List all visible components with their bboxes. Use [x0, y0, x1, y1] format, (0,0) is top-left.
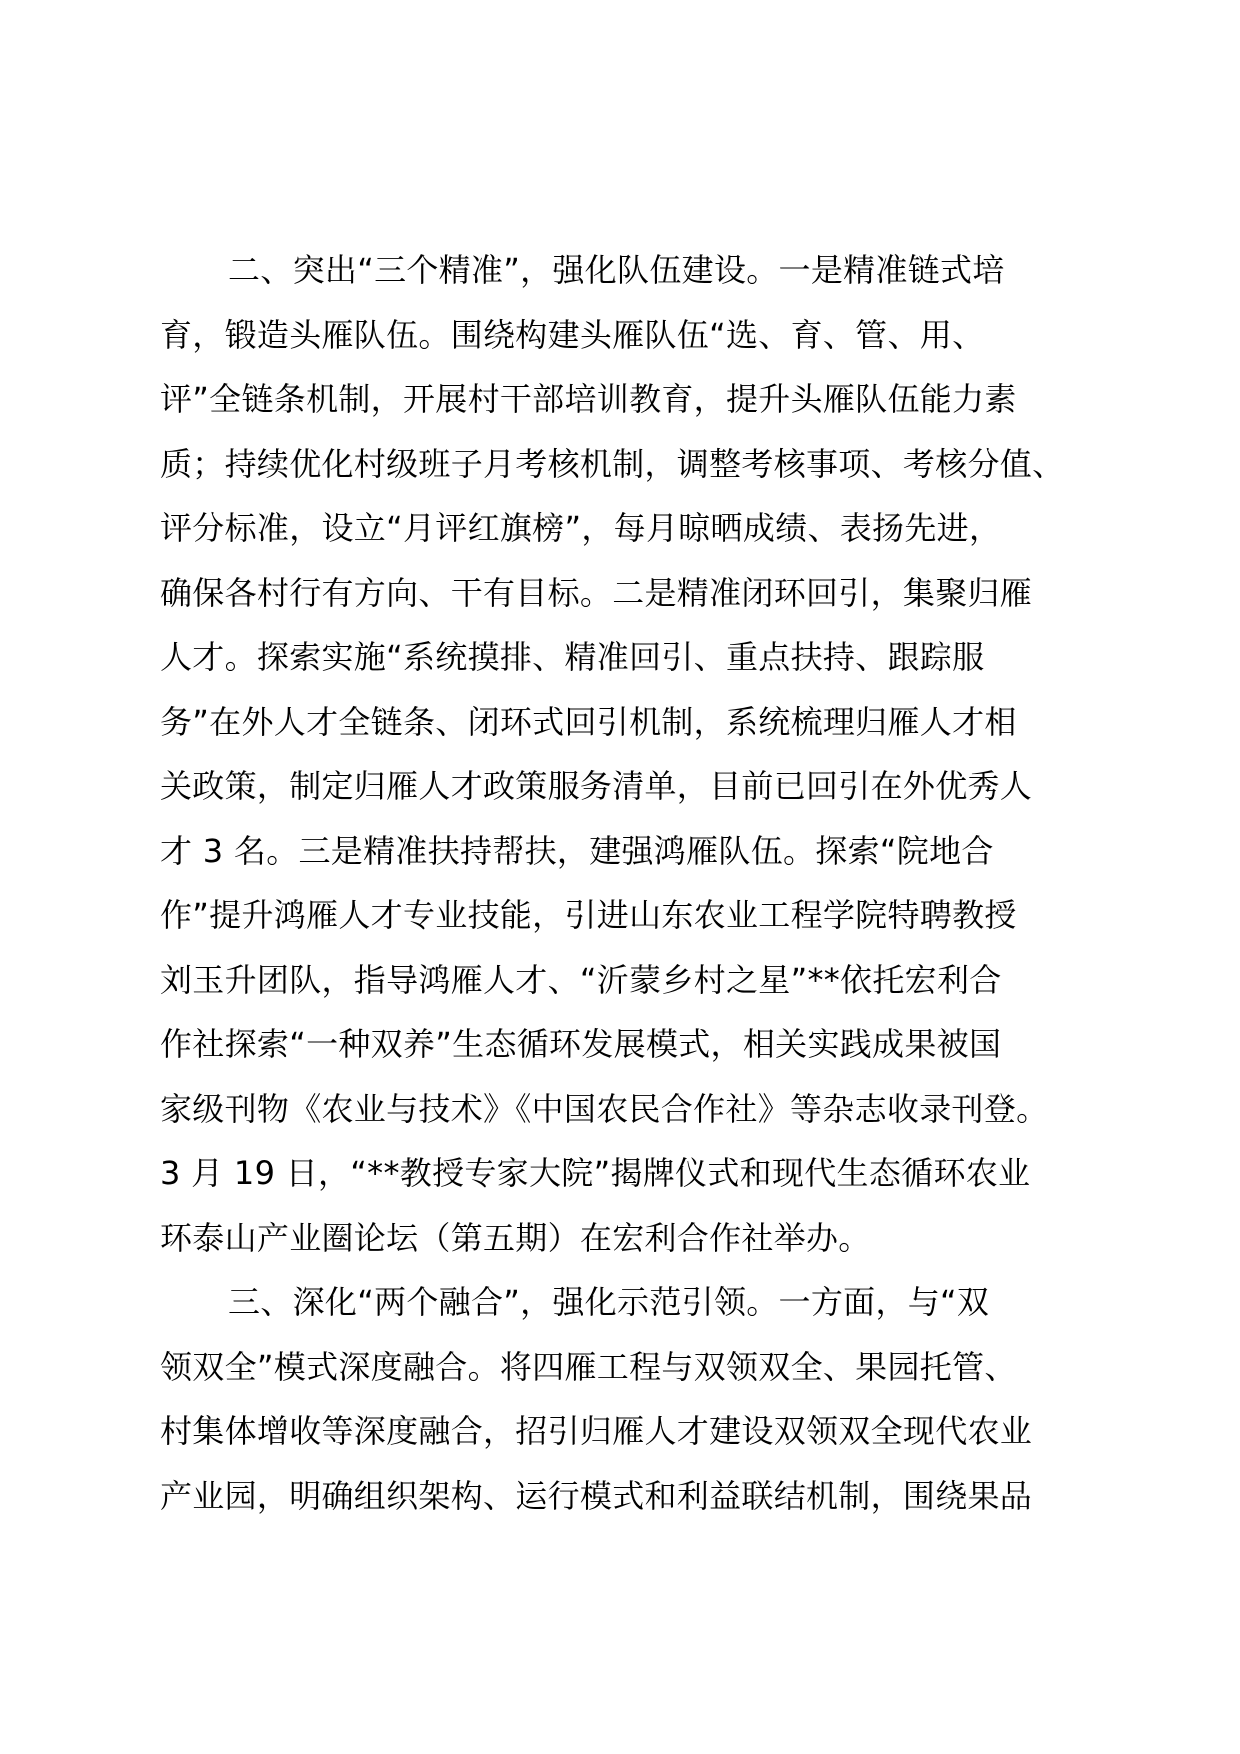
text-line: 环泰山产业圈论坛（第五期）在宏利合作社举办。: [160, 1218, 871, 1257]
text-line: 关政策，制定归雁人才政策服务清单，目前已回引在外优秀人: [160, 767, 1033, 805]
paragraph-first-line: 三、深化“两个融合”，强化示范引领。一方面，与“双: [228, 1283, 990, 1321]
text-line: 领双全”模式深度融合。将四雁工程与双领双全、果园托管、: [160, 1347, 1017, 1386]
text-line: 产业园，明确组织架构、运行模式和利益联结机制，围绕果品: [160, 1476, 1033, 1515]
paragraph-first-line: 二、突出“三个精准”，强化队伍建设。一是精准链式培: [228, 251, 1005, 289]
text-line: 人才。探索实施“系统摸排、精准回引、重点扶持、跟踪服: [160, 638, 985, 676]
text-line: 村集体增收等深度融合，招引归雁人才建设双领双全现代农业: [160, 1412, 1033, 1450]
text-line: 育，锻造头雁队伍。围绕构建头雁队伍“选、育、管、用、: [160, 315, 985, 354]
text-line: 评”全链条机制，开展村干部培训教育，提升头雁队伍能力素: [160, 380, 1017, 418]
text-line: 务”在外人才全链条、闭环式回引机制，系统梳理归雁人才相: [160, 702, 1017, 741]
text-line: 才 3 名。三是精准扶持帮扶，建强鸿雁队伍。探索“院地合: [160, 831, 994, 870]
text-line: 评分标准，设立“月评红旗榜”，每月晾晒成绩、表扬先进，: [160, 509, 1002, 547]
text-line: 3 月 19 日，“**教授专家大院”揭牌仪式和现代生态循环农业: [160, 1154, 1031, 1192]
text-line: 作”提升鸿雁人才专业技能，引进山东农业工程学院特聘教授: [160, 896, 1017, 934]
text-line: 家级刊物《农业与技术》《中国农民合作社》等杂志收录刊登。: [160, 1089, 1049, 1128]
text-line: 确保各村行有方向、干有目标。二是精准闭环回引，集聚归雁: [160, 573, 1033, 612]
text-line: 质；持续优化村级班子月考核机制，调整考核事项、考核分值、: [160, 444, 1065, 483]
text-line: 刘玉升团队，指导鸿雁人才、“沂蒙乡村之星”**依托宏利合: [160, 960, 1002, 999]
text-line: 作社探索“一种双养”生态循环发展模式，相关实践成果被国: [160, 1025, 1002, 1063]
body-text: [160, 238, 1100, 1528]
